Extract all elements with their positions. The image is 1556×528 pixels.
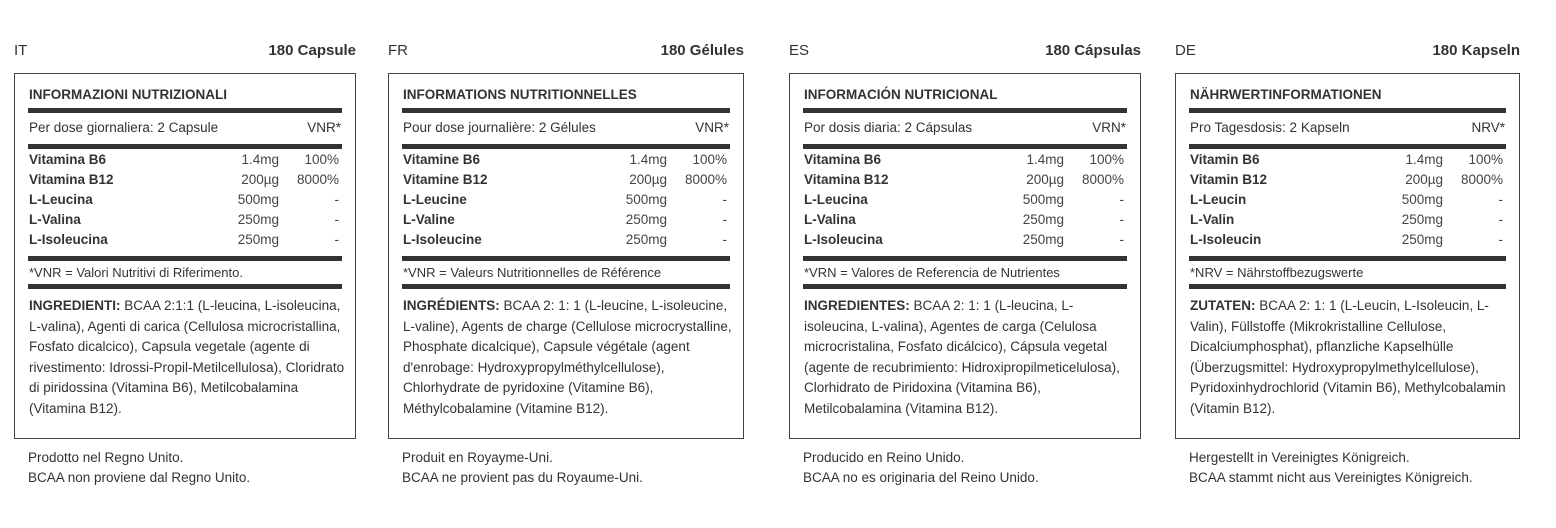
nutrient-row	[1190, 172, 1505, 192]
dose-line	[403, 120, 729, 135]
divider-thick	[1189, 284, 1506, 289]
nutrient-amount: 250mg	[237, 212, 279, 227]
nutrient-row	[1190, 192, 1505, 212]
panel-title: INFORMAZIONI NUTRIZIONALI	[29, 87, 227, 102]
capsule-count: 180 Gélules	[660, 42, 744, 59]
nutrient-percent: 8000%	[296, 172, 339, 187]
divider-thick	[402, 144, 730, 149]
nutrient-row	[29, 172, 341, 192]
nutrient-percent: 100%	[692, 152, 727, 167]
nutrient-name: L-Leucina	[29, 192, 93, 207]
nutrient-table	[29, 152, 341, 252]
origin-note	[803, 448, 1141, 488]
nutrient-row	[29, 212, 341, 232]
ingredients-label: INGREDIENTES:	[804, 298, 910, 313]
nutrient-amount: 250mg	[1022, 232, 1064, 247]
nutrient-amount: 1.4mg	[1026, 152, 1064, 167]
column-header	[1175, 42, 1520, 62]
origin-line-1: Prodotto nel Regno Unito.	[28, 450, 184, 465]
dose-text: Pro Tagesdosis: 2 Kapseln	[1190, 120, 1350, 135]
divider-thick	[1189, 144, 1506, 149]
nutrient-row	[1190, 232, 1505, 252]
origin-note	[1189, 448, 1520, 488]
nutrient-row	[29, 232, 341, 252]
nutrient-amount: 500mg	[237, 192, 279, 207]
nutrient-name: Vitamine B12	[403, 172, 488, 187]
nutrient-name: L-Isoleucina	[804, 232, 883, 247]
origin-line-2: BCAA non proviene dal Regno Unito.	[28, 470, 251, 485]
ingredients-label: INGREDIENTI:	[29, 298, 121, 313]
origin-line-1: Producido en Reino Unido.	[803, 450, 965, 465]
nutrient-percent: 8000%	[1081, 172, 1124, 187]
nutrient-row	[804, 192, 1126, 212]
divider-thick	[803, 108, 1127, 113]
nutrient-percent: 100%	[304, 152, 339, 167]
ingredients-list: BCAA 2: 1: 1 (L-leucina, L-isoleucina, L-valina), Agentes de carga (Celulosa microcristalina, Fosfato dicálcico), Cápsula vegetal (agente de recubrimiento: Hidroxipropilmeticelulosa), Clorhidrato de Piridoxina (Vitamina B6), Metilcobalamina (Vitamina B12).	[804, 298, 1120, 416]
reference-header: VNR*	[695, 120, 729, 135]
column-header	[14, 42, 356, 62]
origin-note	[402, 448, 744, 488]
column-header	[789, 42, 1141, 62]
nutrient-row	[804, 172, 1126, 192]
ingredients-list: BCAA 2: 1: 1 (L-Leucin, L-Isoleucin, L-Valin), Füllstoffe (Mikrokristalline Cellulose, Dicalciumphosphat), pflanzliche Kapselhülle (Überzugsmittel: Hydroxypropylmethylcellulose), Pyridoxinhydrochlorid (Vitamin B6), Methylcobalamin (Vitamin B12).	[1190, 298, 1506, 416]
ingredients-text	[804, 296, 1132, 419]
nutrient-amount: 1.4mg	[241, 152, 279, 167]
nutrient-name: L-Valine	[403, 212, 455, 227]
origin-line-2: BCAA stammt nicht aus Vereinigtes Königreich.	[1189, 470, 1473, 485]
divider-thick	[803, 256, 1127, 261]
column-header	[388, 42, 744, 62]
nutrient-row	[1190, 152, 1505, 172]
nutrient-row	[29, 192, 341, 212]
ingredients-label: INGRÉDIENTS:	[403, 298, 500, 313]
nutrient-name: L-Valin	[1190, 212, 1235, 227]
dose-line	[29, 120, 341, 135]
language-code: FR	[388, 42, 408, 59]
nutrient-percent: -	[334, 212, 339, 227]
dose-text: Per dose giornaliera: 2 Capsule	[29, 120, 219, 135]
divider-thick	[402, 256, 730, 261]
divider-thick	[28, 256, 342, 261]
nutrient-amount: 200µg	[629, 172, 667, 187]
origin-note	[28, 448, 356, 488]
nutrient-table	[804, 152, 1126, 252]
dose-text: Pour dose journalière: 2 Gélules	[403, 120, 596, 135]
nutrient-row	[29, 152, 341, 172]
dose-line	[1190, 120, 1505, 135]
ingredients-list: BCAA 2:1:1 (L-leucina, L-isoleucina, L-valina), Agenti di carica (Cellulosa microcristallina, Fosfato dicalcico), Capsula vegetale (agente di rivestimento: Idrossi-Propil-Metilcellulosa), Cloridrato di piridossina (Vitamina B6), Metilcobalamina (Vitamina B12).	[29, 298, 345, 416]
reference-header: NRV*	[1471, 120, 1505, 135]
panel-title: NÄHRWERTINFORMATIONEN	[1190, 87, 1382, 102]
reference-header: VNR*	[307, 120, 341, 135]
nutrient-row	[804, 232, 1126, 252]
dose-text: Por dosis diaria: 2 Cápsulas	[804, 120, 973, 135]
nutrient-amount: 250mg	[1401, 232, 1443, 247]
nutrient-row	[403, 172, 729, 192]
nutrient-table	[403, 152, 729, 252]
nutrition-panel	[388, 73, 744, 439]
nutrient-amount: 250mg	[237, 232, 279, 247]
nutrient-percent: -	[1119, 192, 1124, 207]
ingredients-label: ZUTATEN:	[1190, 298, 1256, 313]
divider-thick	[803, 284, 1127, 289]
nutrient-percent: 100%	[1468, 152, 1503, 167]
capsule-count: 180 Cápsulas	[1045, 42, 1141, 59]
nutrient-name: L-Leucine	[403, 192, 467, 207]
nutrient-percent: -	[1119, 212, 1124, 227]
nutrient-amount: 250mg	[625, 212, 667, 227]
divider-thick	[28, 284, 342, 289]
nutrient-percent: -	[722, 212, 727, 227]
divider-thick	[402, 108, 730, 113]
nutrient-amount: 200µg	[1405, 172, 1443, 187]
nutrient-name: L-Isoleucin	[1190, 232, 1262, 247]
nutrient-percent: -	[334, 232, 339, 247]
origin-line-1: Produit en Royayme-Uni.	[402, 450, 553, 465]
nutrient-percent: -	[334, 192, 339, 207]
divider-thick	[1189, 256, 1506, 261]
ingredients-text	[1190, 296, 1511, 419]
nutrient-percent: 8000%	[1460, 172, 1503, 187]
nutrient-percent: -	[1119, 232, 1124, 247]
reference-note: *VRN = Valores de Referencia de Nutrientes	[804, 265, 1060, 280]
nutrient-percent: 100%	[1089, 152, 1124, 167]
nutrient-name: Vitamina B6	[29, 152, 107, 167]
reference-header: VRN*	[1092, 120, 1126, 135]
ingredients-text	[403, 296, 735, 419]
nutrient-row	[403, 212, 729, 232]
nutrient-amount: 250mg	[625, 232, 667, 247]
panel-title: INFORMATIONS NUTRITIONNELLES	[403, 87, 637, 102]
nutrient-amount: 500mg	[1401, 192, 1443, 207]
ingredients-text	[29, 296, 347, 419]
nutrient-row	[1190, 212, 1505, 232]
nutrient-percent: -	[1498, 192, 1503, 207]
divider-thick	[28, 144, 342, 149]
ingredients-list: BCAA 2: 1: 1 (L-leucine, L-isoleucine, L-valine), Agents de charge (Cellulose microcrystalline, Phosphate dicalcique), Capsule végétale (agent d'enrobage: Hydroxypropylméthylcellulose), Chlorhydrate de pyridoxine (Vitamine B6), Méthylcobalamine (Vitamine B12).	[403, 298, 732, 416]
nutrient-percent: -	[1498, 232, 1503, 247]
nutrient-name: Vitamina B6	[804, 152, 882, 167]
divider-thick	[1189, 108, 1506, 113]
language-code: DE	[1175, 42, 1196, 59]
nutrient-name: Vitamin B12	[1190, 172, 1268, 187]
nutrient-row	[403, 232, 729, 252]
language-code: ES	[789, 42, 810, 59]
nutrient-amount: 500mg	[1022, 192, 1064, 207]
origin-line-1: Hergestellt in Vereinigtes Königreich.	[1189, 450, 1410, 465]
nutrient-name: Vitamina B12	[29, 172, 114, 187]
divider-thick	[28, 108, 342, 113]
nutrient-name: Vitamin B6	[1190, 152, 1260, 167]
nutrient-percent: -	[1498, 212, 1503, 227]
nutrient-name: L-Leucina	[804, 192, 868, 207]
nutrition-panel	[1175, 73, 1520, 439]
nutrient-table	[1190, 152, 1505, 252]
reference-note: *NRV = Nährstoffbezugswerte	[1190, 265, 1364, 280]
nutrition-panel	[789, 73, 1141, 439]
reference-note: *VNR = Valori Nutritivi di Riferimento.	[29, 265, 243, 280]
nutrient-amount: 250mg	[1401, 212, 1443, 227]
nutrient-name: L-Valina	[804, 212, 856, 227]
nutrient-amount: 250mg	[1022, 212, 1064, 227]
nutrition-panel	[14, 73, 356, 439]
divider-thick	[803, 144, 1127, 149]
nutrient-row	[403, 192, 729, 212]
nutrient-name: Vitamine B6	[403, 152, 481, 167]
nutrient-name: L-Leucin	[1190, 192, 1247, 207]
nutrient-row	[804, 212, 1126, 232]
nutrient-row	[403, 152, 729, 172]
capsule-count: 180 Kapseln	[1432, 42, 1520, 59]
origin-line-2: BCAA no es originaria del Reino Unido.	[803, 470, 1039, 485]
language-code: IT	[14, 42, 28, 59]
nutrient-name: L-Isoleucina	[29, 232, 108, 247]
nutrient-amount: 1.4mg	[629, 152, 667, 167]
nutrient-row	[804, 152, 1126, 172]
capsule-count: 180 Capsule	[268, 42, 356, 59]
nutrient-percent: -	[722, 232, 727, 247]
divider-thick	[402, 284, 730, 289]
nutrient-name: Vitamina B12	[804, 172, 889, 187]
nutrient-amount: 500mg	[625, 192, 667, 207]
nutrient-name: L-Isoleucine	[403, 232, 482, 247]
nutrient-percent: 8000%	[684, 172, 727, 187]
nutrient-amount: 1.4mg	[1405, 152, 1443, 167]
origin-line-2: BCAA ne provient pas du Royaume-Uni.	[402, 470, 643, 485]
nutrient-percent: -	[722, 192, 727, 207]
nutrient-amount: 200µg	[241, 172, 279, 187]
dose-line	[804, 120, 1126, 135]
panel-title: INFORMACIÓN NUTRICIONAL	[804, 87, 998, 102]
nutrient-name: L-Valina	[29, 212, 81, 227]
nutrient-amount: 200µg	[1026, 172, 1064, 187]
reference-note: *VNR = Valeurs Nutritionnelles de Référence	[403, 265, 662, 280]
